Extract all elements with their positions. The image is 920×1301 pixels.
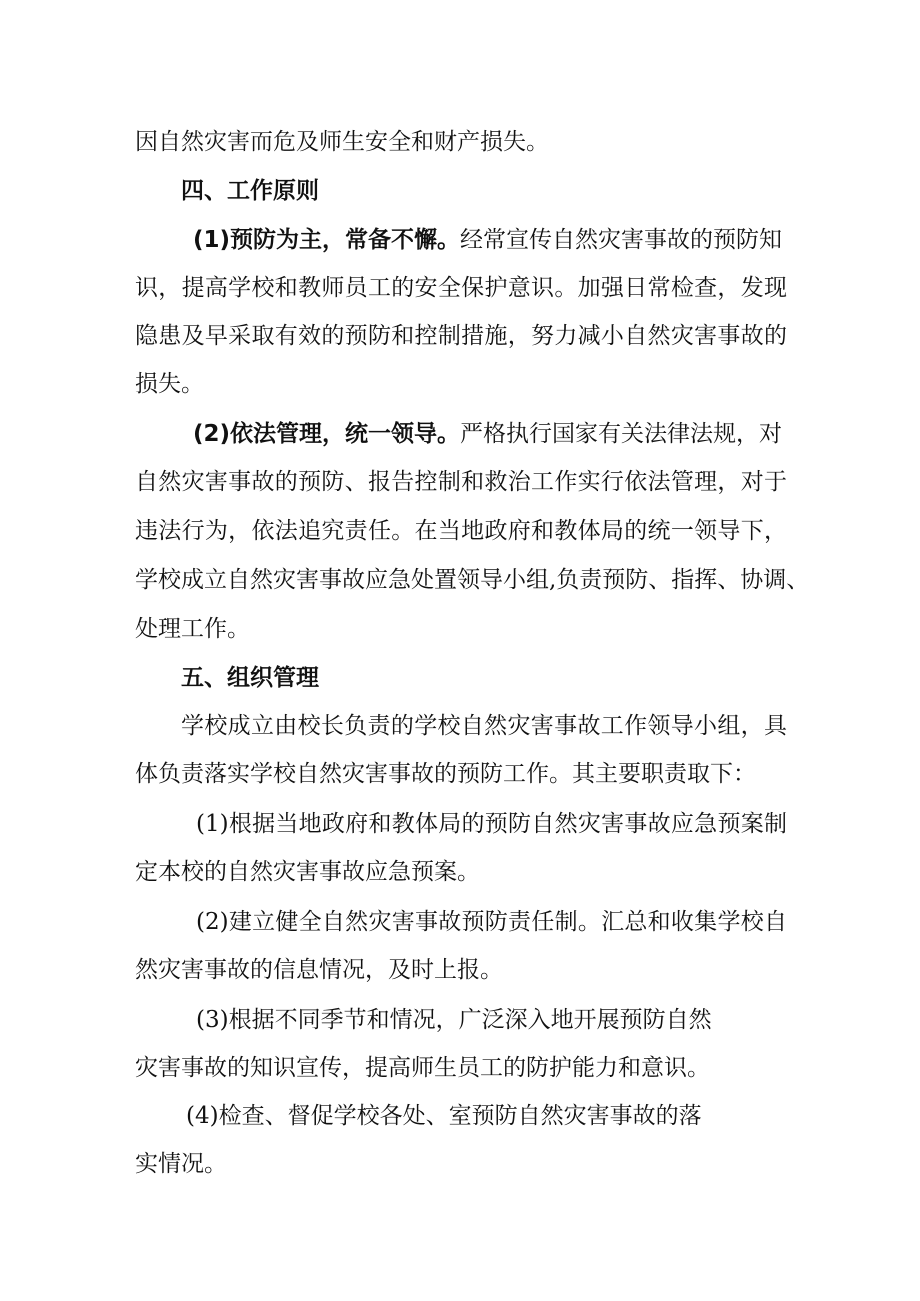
list-item: 实情况。 (135, 1151, 227, 1177)
principle-2-title: (2)依法管理，统一领导。 (193, 421, 461, 447)
paragraph-line: 因自然灾害而危及师生安全和财产损失。 (135, 129, 549, 155)
paragraph-line: 学校成立自然灾害事故应急处置领导小组,负责预防、指挥、协调、 (135, 567, 810, 593)
paragraph-line: 学校成立由校长负责的学校自然灾害事故工作领导小组，具 (181, 713, 787, 739)
paragraph-line: 违法行为，依法追究责任。在当地政府和教体局的统一领导下， (135, 518, 787, 544)
section-heading-organization: 五、组织管理 (181, 665, 319, 691)
list-item: 灾害事故的知识宣传，提高师生员工的防护能力和意识。 (135, 1055, 710, 1081)
paragraph-line (193, 225, 785, 255)
list-item: 定本校的自然灾害事故应急预案。 (135, 859, 480, 885)
paragraph-line: 体负责落实学校自然灾害事故的预防工作。其主要职责取下： (135, 761, 756, 787)
list-item: (1)根据当地政府和教体局的预防自然灾害事故应急预案制 (196, 811, 787, 837)
paragraph-line: 识，提高学校和教师员工的安全保护意识。加强日常检查，发现 (135, 275, 787, 301)
list-item: 然灾害事故的信息情况，及时上报。 (135, 957, 503, 983)
principle-1-text: 经常宣传自然灾害事故的预防知 (460, 227, 783, 253)
principle-1-title: (1)预防为主，常备不懈。 (193, 227, 461, 253)
paragraph-line: 处理工作。 (135, 616, 250, 642)
paragraph-line: 隐患及早采取有效的预防和控制措施，努力减小自然灾害事故的 (135, 323, 787, 349)
paragraph-line (193, 419, 785, 449)
list-item: (3)根据不同季节和情况，广泛深入地开展预防自然 (196, 1007, 712, 1033)
list-item: (2)建立健全自然灾害事故预防责任制。汇总和收集学校自 (196, 909, 787, 935)
paragraph-line: 自然灾害事故的预防、报告控制和救治工作实行依法管理，对于 (135, 469, 787, 495)
paragraph-line: 损失。 (135, 371, 204, 397)
principle-2-text: 严格执行国家有关法律法规，对 (460, 421, 783, 447)
list-item: (4)检查、督促学校各处、室预防自然灾害事故的落 (186, 1103, 702, 1129)
section-heading-principles: 四、工作原则 (181, 178, 319, 204)
